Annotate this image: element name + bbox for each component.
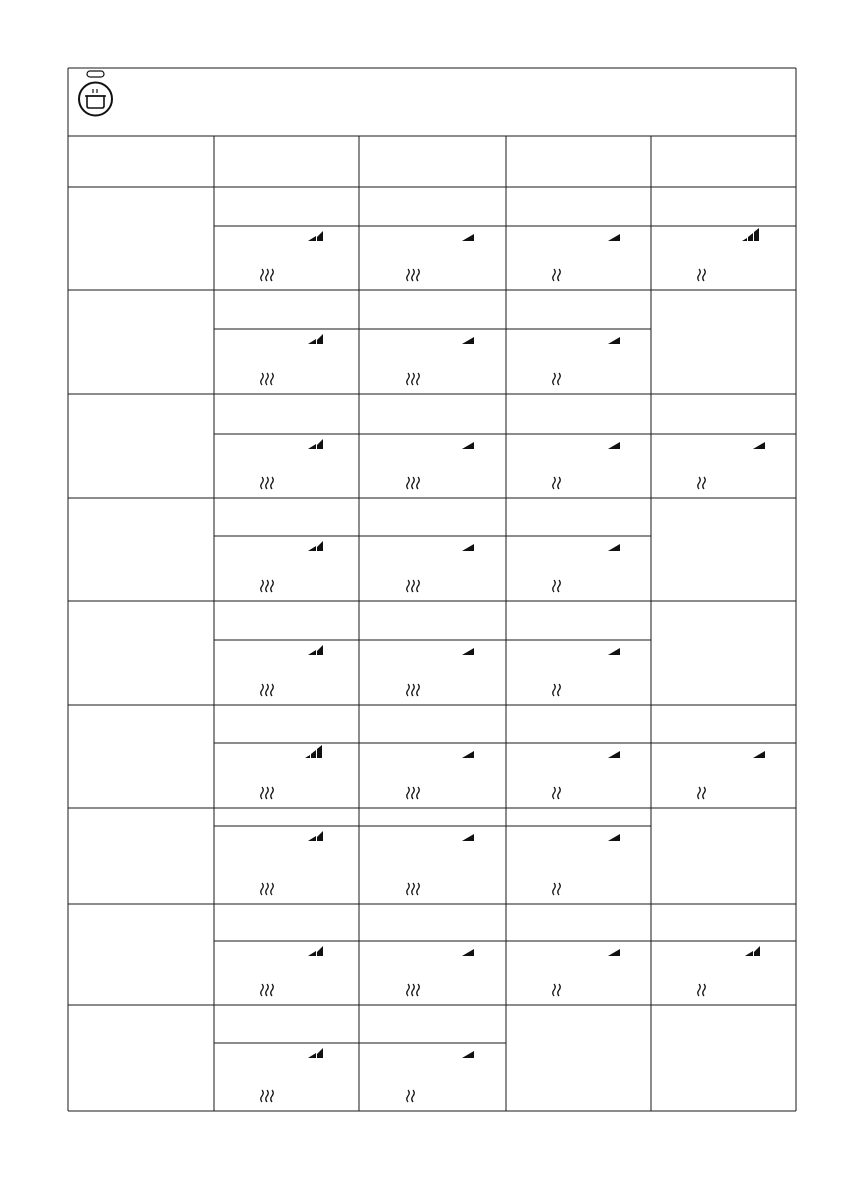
steam-icon	[405, 882, 427, 901]
program-cell	[214, 329, 359, 394]
steam-icon	[551, 882, 573, 901]
power-level-icon	[453, 228, 475, 247]
program-cell	[651, 941, 796, 1005]
steam-icon	[405, 786, 427, 805]
power-level-icon	[453, 436, 475, 455]
program-cell	[359, 536, 506, 601]
steam-icon	[551, 683, 573, 702]
steam-icon	[551, 983, 573, 1002]
steam-icon	[405, 372, 427, 391]
program-cell	[651, 226, 796, 290]
power-level-icon	[599, 228, 621, 247]
program-cell	[651, 743, 796, 808]
program-cell	[214, 941, 359, 1005]
power-level-icon	[599, 331, 621, 350]
program-cell	[506, 743, 651, 808]
steam-icon	[259, 683, 281, 702]
power-level-icon	[599, 745, 621, 764]
power-level-icon	[599, 943, 621, 962]
steam-icon	[405, 268, 427, 287]
program-cell	[214, 743, 359, 808]
steam-icon	[259, 372, 281, 391]
power-level-icon	[599, 642, 621, 661]
program-cell	[506, 536, 651, 601]
steam-icon	[259, 882, 281, 901]
power-level-icon	[307, 1045, 329, 1064]
steam-icon	[259, 579, 281, 598]
steam-icon	[259, 786, 281, 805]
program-cell	[214, 226, 359, 290]
steam-icon	[551, 579, 573, 598]
pot-program-icon	[76, 70, 116, 120]
power-level-icon	[453, 828, 475, 847]
program-cell	[214, 1043, 359, 1111]
power-level-icon	[453, 538, 475, 557]
power-level-icon	[307, 436, 329, 455]
steam-icon	[405, 983, 427, 1002]
power-level-icon	[453, 943, 475, 962]
program-cell	[506, 329, 651, 394]
steam-icon	[259, 268, 281, 287]
program-cell	[359, 226, 506, 290]
program-cell	[506, 941, 651, 1005]
power-level-icon	[307, 943, 329, 962]
steam-icon	[551, 268, 573, 287]
steam-icon	[259, 476, 281, 495]
program-cell	[214, 640, 359, 705]
steam-icon	[696, 786, 718, 805]
steam-icon	[551, 372, 573, 391]
power-level-icon	[744, 745, 766, 764]
program-cell	[214, 434, 359, 498]
steam-icon	[259, 1089, 281, 1108]
steam-icon	[405, 579, 427, 598]
program-cell	[359, 743, 506, 808]
program-cell	[359, 434, 506, 498]
steam-icon	[551, 786, 573, 805]
power-level-icon	[307, 228, 329, 247]
power-level-icon	[453, 331, 475, 350]
power-level-icon	[599, 436, 621, 455]
steam-icon	[696, 268, 718, 287]
power-level-icon	[305, 745, 327, 764]
program-cell	[506, 640, 651, 705]
steam-icon	[405, 476, 427, 495]
power-level-icon	[744, 436, 766, 455]
program-cell	[651, 434, 796, 498]
program-cell	[359, 329, 506, 394]
program-cell	[359, 826, 506, 904]
power-level-icon	[453, 1045, 475, 1064]
power-level-icon	[744, 943, 766, 962]
indicator-led-icon	[87, 71, 104, 77]
power-level-icon	[307, 828, 329, 847]
power-level-icon	[307, 642, 329, 661]
power-level-icon	[599, 538, 621, 557]
program-cell	[359, 1043, 506, 1111]
program-cell	[214, 826, 359, 904]
program-cell	[359, 640, 506, 705]
steam-icon	[696, 983, 718, 1002]
power-level-icon	[599, 828, 621, 847]
steam-icon	[259, 983, 281, 1002]
power-level-icon	[307, 538, 329, 557]
program-cell	[506, 226, 651, 290]
power-level-icon	[742, 228, 764, 247]
steam-icon	[405, 683, 427, 702]
power-level-icon	[453, 642, 475, 661]
program-cell	[506, 826, 651, 904]
program-cell	[506, 434, 651, 498]
steam-icon	[551, 476, 573, 495]
power-level-icon	[307, 331, 329, 350]
program-cell	[214, 536, 359, 601]
power-level-icon	[453, 745, 475, 764]
steam-icon	[696, 476, 718, 495]
program-cell	[359, 941, 506, 1005]
steam-icon	[405, 1089, 427, 1108]
